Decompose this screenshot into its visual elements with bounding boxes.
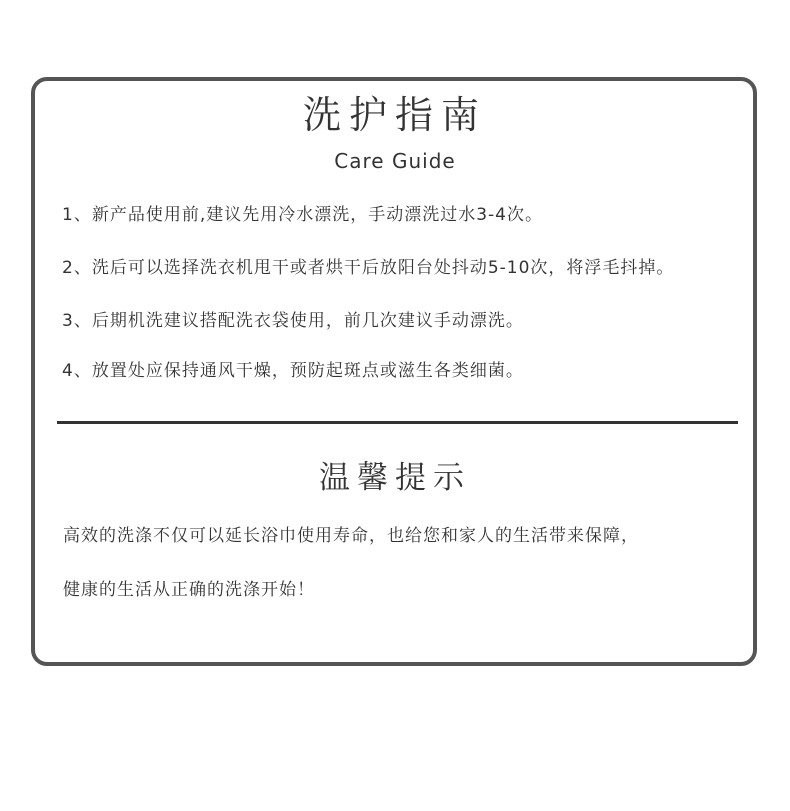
tips-title: 温馨提示: [319, 460, 471, 496]
guide-item-1: 1、新产品使用前,建议先用冷水漂洗，手动漂洗过水3-4次。: [62, 205, 543, 225]
page-title: 洗护指南: [302, 93, 487, 137]
guide-item-2: 2、洗后可以选择洗衣机甩干或者烘干后放阳台处抖动5-10次，将浮毛抖掉。: [62, 258, 675, 278]
tip-line-1: 高效的洗涤不仅可以延长浴巾使用寿命，也给您和家人的生活带来保障，: [63, 526, 639, 546]
tip-line-2: 健康的生活从正确的洗涤开始！: [63, 580, 315, 600]
guide-item-3: 3、后期机洗建议搭配洗衣袋使用，前几次建议手动漂洗。: [62, 311, 524, 331]
guide-item-4: 4、放置处应保持通风干燥，预防起斑点或滋生各类细菌。: [62, 361, 524, 381]
page-subtitle: Care Guide: [334, 149, 456, 173]
section-divider: [57, 421, 738, 424]
